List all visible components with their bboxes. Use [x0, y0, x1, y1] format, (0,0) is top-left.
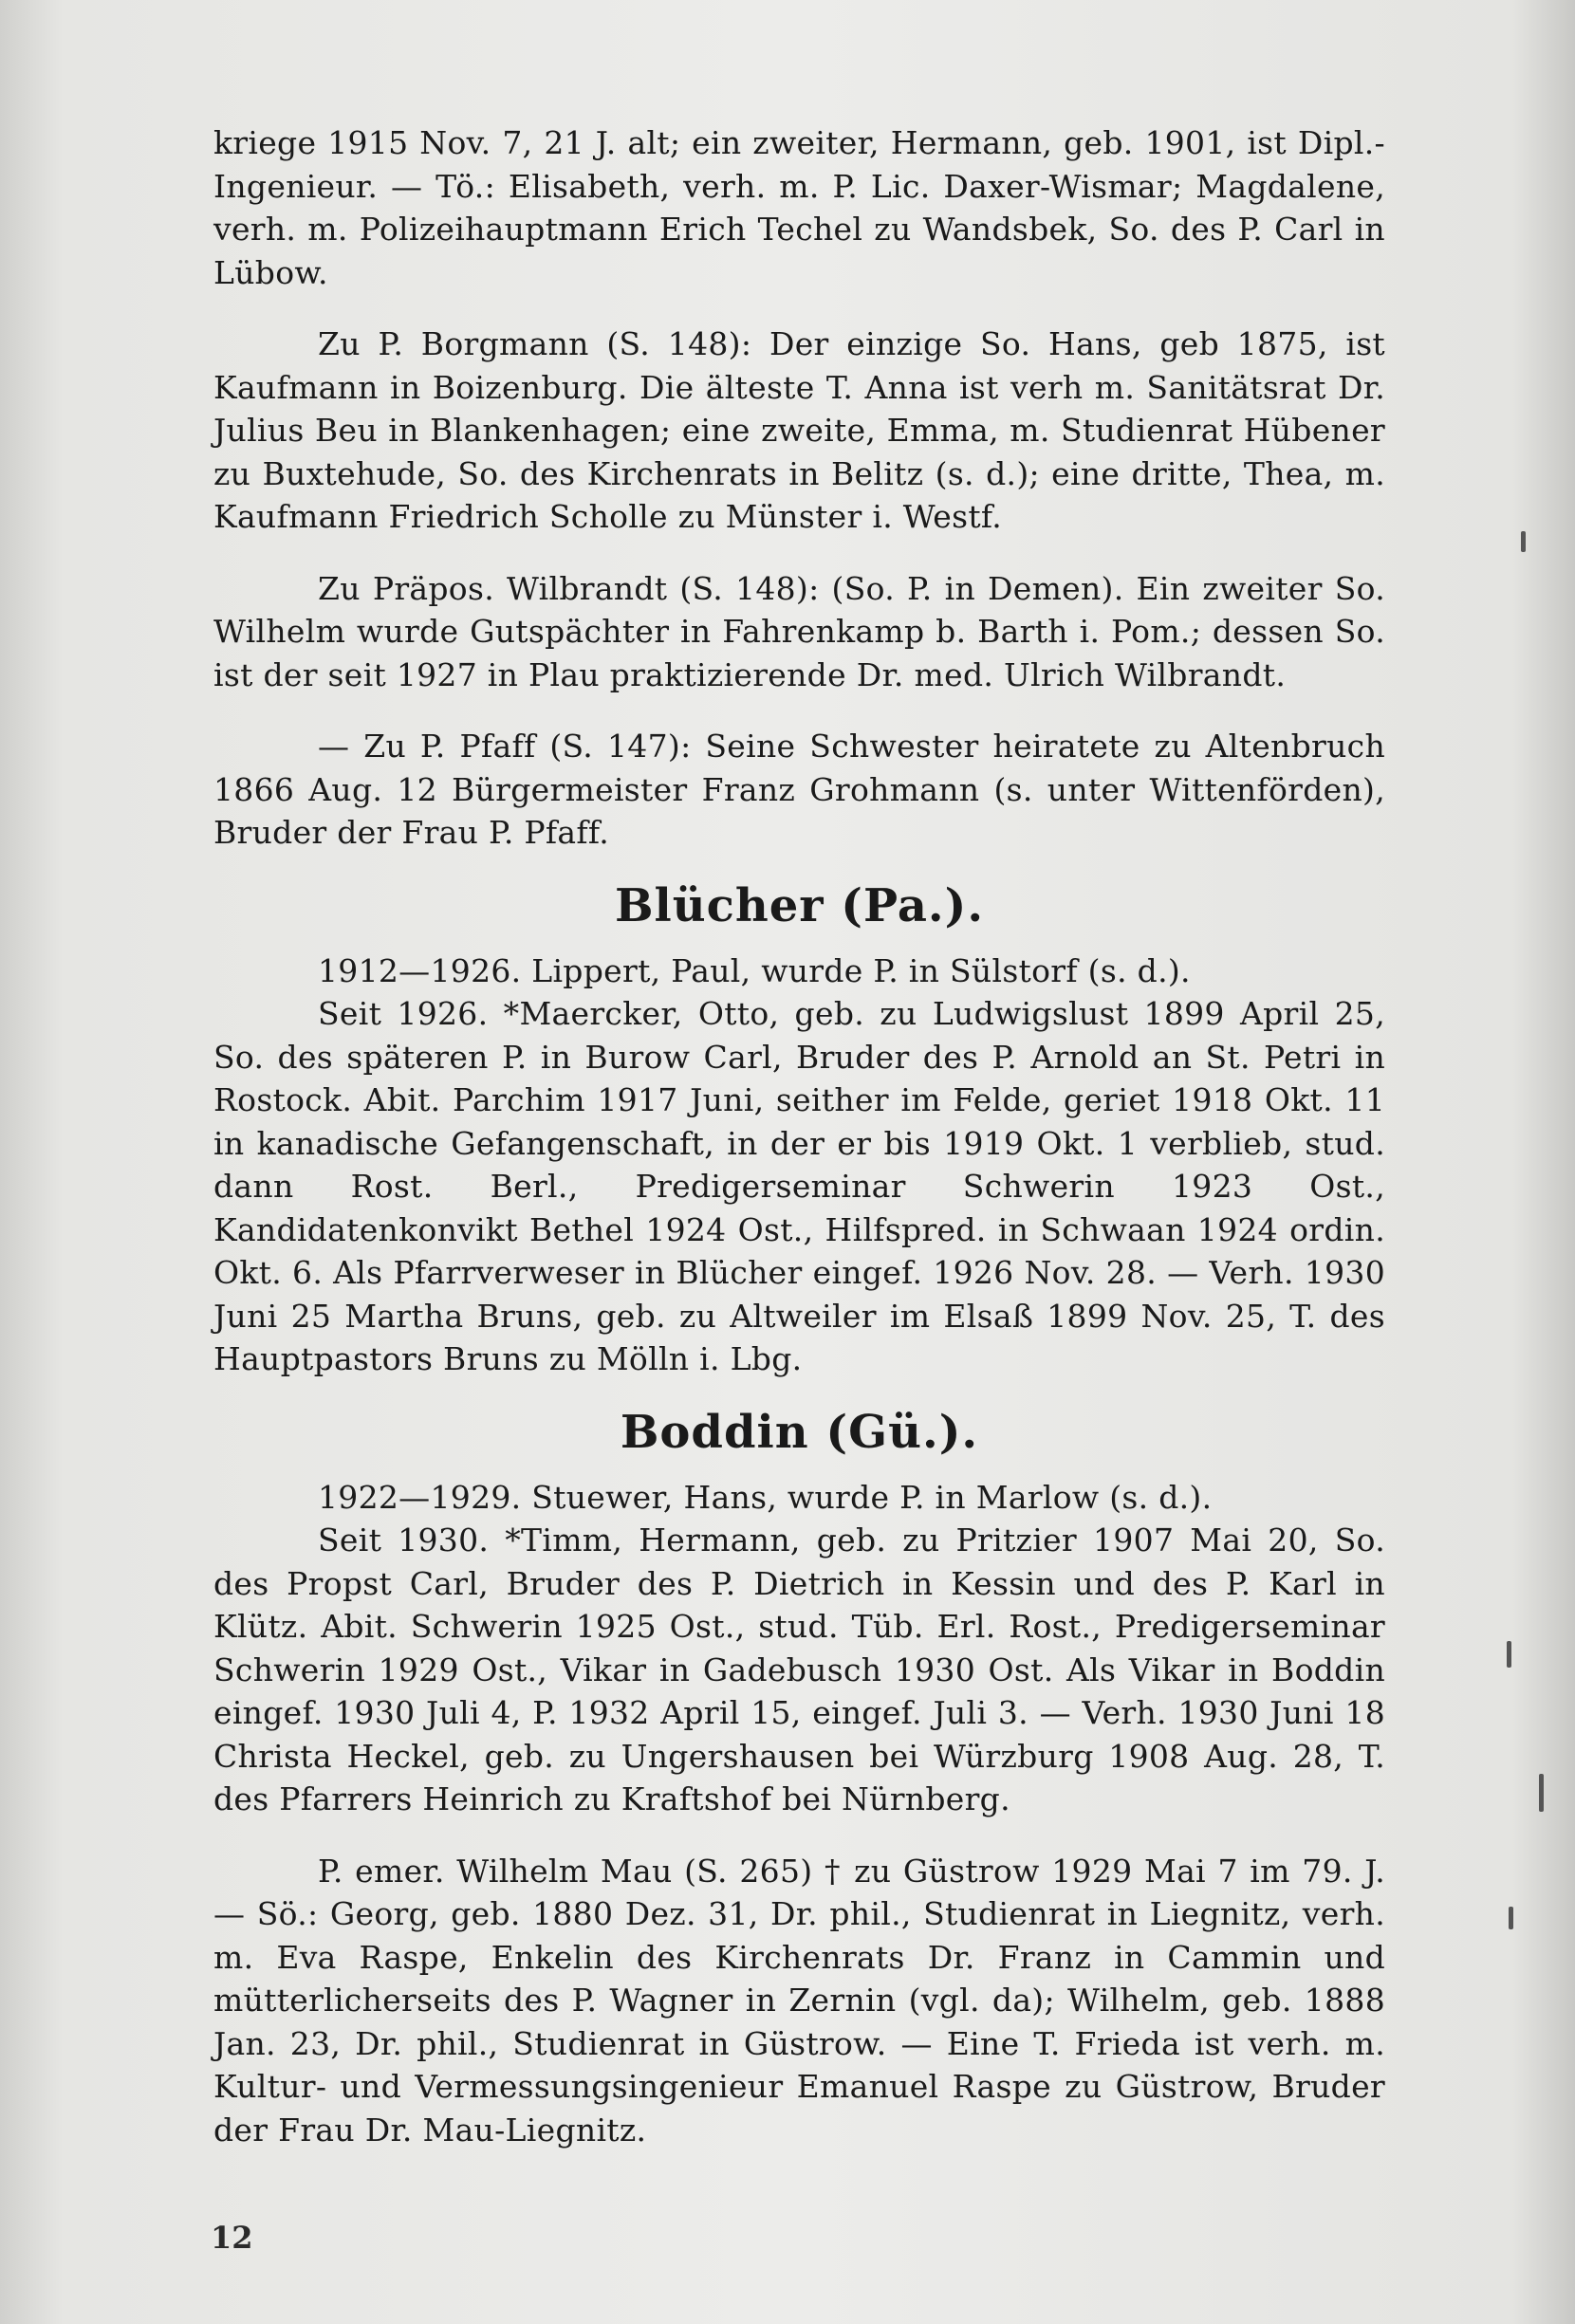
margin-mark — [1507, 1641, 1511, 1668]
paragraph-body: — Zu P. Pfaff (S. 147): Seine Schwester heiratete zu Altenbruch 1866 Aug. 12 Bürgermeister Franz Grohmann (s. unter Wittenförden), Bruder der Frau P. Pfaff. — [213, 728, 1385, 851]
margin-mark — [1509, 1907, 1513, 1929]
entry-mau: P. emer. Wilhelm Mau (S. 265) † zu Güstrow 1929 Mai 7 im 79. J. — Sö.: Georg, geb. 1880 Dez. 31, Dr. phil., Studienrat in Liegnitz, verh. m. Eva Raspe, Enkelin des Kirchenrats Dr. Franz in Cammin und mütterlicherseits des P. Wagner in Zernin (vgl. da); Wilhelm, geb. 1888 Jan. 23, Dr. phil., Studienrat in Güstrow. — Eine T. Frieda ist verh. m. Kultur- und Vermessungsingenieur Emanuel Raspe zu Güstrow, Bruder der Frau Dr. Mau-Liegnitz. — [213, 1852, 1385, 2149]
section-heading-bluecher: Blücher (Pa.). — [614, 878, 985, 932]
margin-mark — [1521, 531, 1526, 552]
entry-timm: Seit 1930. *Timm, Hermann, geb. zu Pritzier 1907 Mai 20, So. des Propst Carl, Bruder des P. Dietrich in Kessin und des P. Karl in Klütz. Abit. Schwerin 1925 Ost., stud. Tüb. Erl. Rost., Predigerseminar Schwerin 1929 Ost., Vikar in Gadebusch 1930 Ost. Als Vikar in Boddin eingef. 1930 Juli 4, P. 1932 April 15, eingef. Juli 3. — Verh. 1930 Juni 18 Christa Heckel, geb. zu Ungershausen bei Würzburg 1908 Aug. 28, T. des Pfarrers Heinrich zu Kraftshof bei Nürnberg. — [213, 1522, 1385, 1817]
entry-stuewer: 1922—1929. Stuewer, Hans, wurde P. in Marlow (s. d.). — [318, 1478, 1213, 1516]
margin-mark — [1539, 1774, 1544, 1812]
paragraph-borgmann — [213, 323, 1385, 539]
paragraph-wilbrandt — [213, 567, 1385, 697]
entry-maercker: Seit 1926. *Maercker, Otto, geb. zu Ludwigslust 1899 April 25, So. des späteren P. in Burow Carl, Bruder des P. Arnold an St. Petri in Rostock. Abit. Parchim 1917 Juni, seither im Felde, geriet 1918 Okt. 11 in kanadische Gefangenschaft, in der er bis 1919 Okt. 1 verblieb, stud. dann Rost. Berl., Predigerseminar Schwerin 1923 Ost., Kandidatenkonvikt Bethel 1924 Ost., Hilfspred. in Schwaan 1924 ordin. Okt. 6. Als Pfarrverweser in Blücher eingef. 1926 Nov. 28. — Verh. 1930 Juni 25 Martha Bruns, geb. zu Altweiler im Elsaß 1899 Nov. 25, T. des Hauptpastors Bruns zu Mölln i. Lbg. — [213, 995, 1385, 1377]
paragraph-pfaff — [213, 725, 1385, 855]
paragraph-prefix: Zu — [318, 569, 361, 607]
entry-lippert: 1912—1926. Lippert, Paul, wurde P. in Sülstorf (s. d.). — [318, 951, 1191, 989]
page-number: 12 — [211, 2220, 253, 2256]
paragraph-body: Präpos. Wilbrandt (S. 148): (So. P. in Demen). Ein zweiter So. Wilhelm wurde Gutspächter in Fahrenkamp b. Barth i. Pom.; dessen So. ist der seit 1927 in Plau praktizierende Dr. med. Ulrich Wilbrandt. — [213, 569, 1385, 693]
paragraph-body: P. Borgmann (S. 148): Der einzige So. Hans, geb 1875, ist Kaufmann in Boizenburg. Die älteste T. Anna ist verh m. Sanitätsrat Dr. Julius Beu in Blankenhagen; eine zweite, Emma, m. Studienrat Hübener zu Buxtehude, So. des Kirchenrats in Belitz (s. d.); eine dritte, Thea, m. Kaufmann Friedrich Scholle zu Münster i. Westf. — [213, 325, 1385, 535]
paragraph-continuation: kriege 1915 Nov. 7, 21 J. alt; ein zweiter, Hermann, geb. 1901, ist Dipl.-Ingenieur. — Tö.: Elisabeth, verh. m. P. Lic. Daxer-Wismar; Magdalene, verh. m. Polizeihauptmann Erich Techel zu Wandsbek, So. des P. Carl in Lübow. — [213, 124, 1385, 291]
paragraph-prefix: Zu — [318, 325, 361, 362]
section-heading-boddin: Boddin (Gü.). — [620, 1405, 979, 1459]
